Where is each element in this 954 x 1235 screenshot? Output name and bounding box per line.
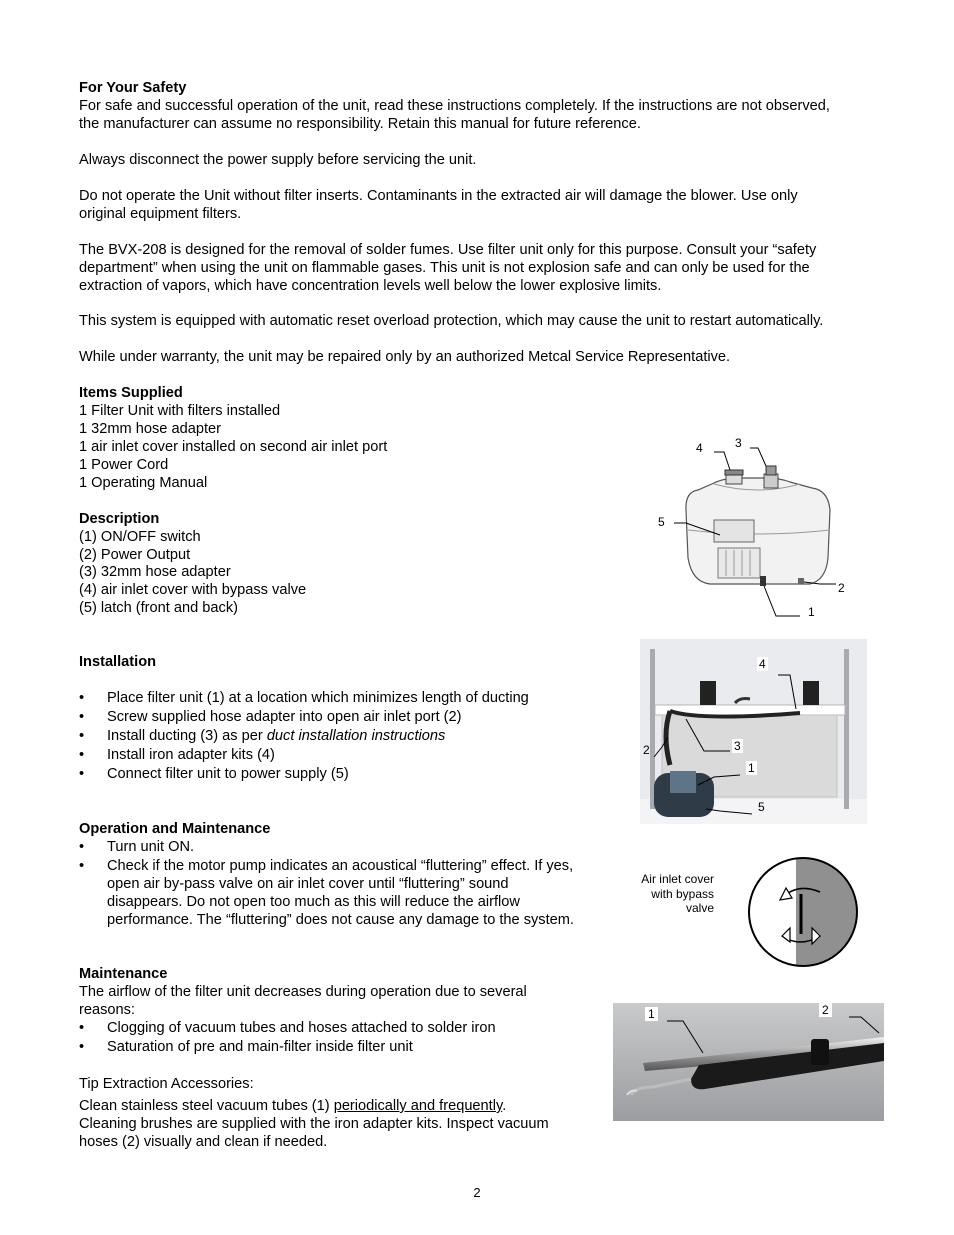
bullet-glyph: • [79, 1020, 85, 1036]
description-heading: Description [79, 511, 160, 527]
safety-paragraph-1-line-1: For safe and successful operation of the unit, read these instructions completely. If the instructions are not observed, [79, 98, 830, 114]
bullet-glyph: • [79, 690, 85, 706]
tip-extraction-line: hoses (2) visually and clean if needed. [79, 1134, 328, 1150]
description-list-item: (2) Power Output [79, 547, 191, 563]
callout-4: 4 [759, 657, 766, 671]
items-list-item: 1 Power Cord [79, 457, 169, 473]
items-list-item: 1 32mm hose adapter [79, 421, 221, 437]
bullet-glyph: • [79, 728, 85, 744]
tip-text: . [502, 1098, 507, 1114]
callout-5: 5 [658, 515, 665, 529]
filter-unit-drawing [640, 430, 870, 620]
callout-1: 1 [645, 1007, 658, 1021]
maintenance-paragraph-line: The airflow of the filter unit decreases during operation due to several [79, 984, 527, 1000]
valve-label [620, 872, 714, 916]
bullet-glyph: • [79, 766, 85, 782]
callout-3: 3 [734, 739, 741, 753]
bullet-continuation: open air by-pass valve on air inlet cover until “fluttering” sound [107, 876, 509, 892]
installation-heading: Installation [79, 654, 157, 670]
bullet-text-italic: duct installation instructions [266, 728, 446, 744]
bypass-valve-diagram [744, 856, 862, 968]
bullet-text: Clogging of vacuum tubes and hoses attached to solder iron [107, 1020, 496, 1036]
safety-paragraph-4-line-2: department” when using the unit on flammable gases. This unit is not explosion safe and can only be used for the [79, 260, 810, 276]
bullet-text-plain: Install ducting (3) as per [107, 728, 267, 744]
page-number: 2 [473, 1185, 481, 1200]
tip-extraction-line: Cleaning brushes are supplied with the iron adapter kits. Inspect vacuum [79, 1116, 549, 1132]
safety-paragraph-5: This system is equipped with automatic reset overload protection, which may cause the unit to restart automatically. [79, 313, 824, 329]
bullet-continuation: performance. The “fluttering” does not cause any damage to the system. [107, 912, 574, 928]
description-list-item: (1) ON/OFF switch [79, 529, 201, 545]
callout-2: 2 [819, 1003, 832, 1017]
valve-label-line: with bypass [651, 886, 714, 901]
callout-5: 5 [758, 800, 765, 814]
items-list-item: 1 Filter Unit with filters installed [79, 403, 281, 419]
safety-paragraph-2: Always disconnect the power supply before servicing the unit. [79, 152, 477, 168]
tip-extraction-line [79, 1097, 506, 1115]
description-list-item: (4) air inlet cover with bypass valve [79, 582, 307, 598]
items-list-item: 1 Operating Manual [79, 475, 208, 491]
bullet-text: Saturation of pre and main-filter inside filter unit [107, 1039, 413, 1055]
safety-paragraph-3-line-2: original equipment filters. [79, 206, 242, 222]
bullet-text: Install iron adapter kits (4) [107, 747, 275, 763]
bullet-glyph: • [79, 839, 85, 855]
safety-paragraph-3-line-1: Do not operate the Unit without filter inserts. Contaminants in the extracted air will damage the blower. Use only [79, 188, 798, 204]
vacuum-tube-photo [613, 1003, 884, 1121]
callout-3: 3 [735, 436, 742, 450]
callout-1: 1 [808, 605, 815, 619]
callout-1: 1 [748, 761, 755, 775]
safety-paragraph-6: While under warranty, the unit may be repaired only by an authorized Metcal Service Representative. [79, 349, 731, 365]
callout-2: 2 [643, 743, 650, 757]
bullet-text: Turn unit ON. [107, 839, 195, 855]
safety-paragraph-4-line-3: extraction of vapors, which have concentration levels well below the lower explosive limits. [79, 278, 662, 294]
installation-photo [640, 639, 867, 824]
callout-4: 4 [696, 441, 703, 455]
bullet-text: Check if the motor pump indicates an acoustical “fluttering” effect. If yes, [107, 858, 574, 874]
description-list-item: (3) 32mm hose adapter [79, 564, 231, 580]
items-heading: Items Supplied [79, 385, 183, 401]
bullet-glyph: • [79, 709, 85, 725]
description-list-item: (5) latch (front and back) [79, 600, 238, 616]
tip-text-underlined: periodically and frequently [333, 1098, 503, 1114]
bullet-text: Screw supplied hose adapter into open air inlet port (2) [107, 709, 462, 725]
bullet-glyph: • [79, 858, 85, 874]
safety-paragraph-4-line-1: The BVX-208 is designed for the removal of solder fumes. Use filter unit only for this purpose. Consult your “safety [79, 242, 817, 258]
bullet-text: Place filter unit (1) at a location which minimizes length of ducting [107, 690, 529, 706]
bullet-text: Connect filter unit to power supply (5) [107, 766, 349, 782]
items-list-item: 1 air inlet cover installed on second air inlet port [79, 439, 388, 455]
valve-label-line: valve [685, 901, 714, 915]
safety-heading: For Your Safety [79, 80, 187, 96]
bullet-glyph: • [79, 747, 85, 763]
maintenance-paragraph-line: reasons: [79, 1002, 135, 1018]
tip-extraction-heading: Tip Extraction Accessories: [79, 1076, 254, 1092]
safety-paragraph-1-line-2: the manufacturer can assume no responsibility. Retain this manual for future reference. [79, 116, 641, 132]
bullet-continuation: disappears. Do not open too much as this will reduce the airflow [107, 894, 520, 910]
bullet-glyph: • [79, 1039, 85, 1055]
bullet-text [107, 727, 445, 746]
valve-label-line: Air inlet cover [641, 872, 714, 886]
tip-text: Clean stainless steel vacuum tubes (1) [79, 1098, 334, 1114]
maintenance-heading: Maintenance [79, 966, 168, 982]
callout-2: 2 [838, 581, 845, 595]
operation-heading: Operation and Maintenance [79, 821, 271, 837]
